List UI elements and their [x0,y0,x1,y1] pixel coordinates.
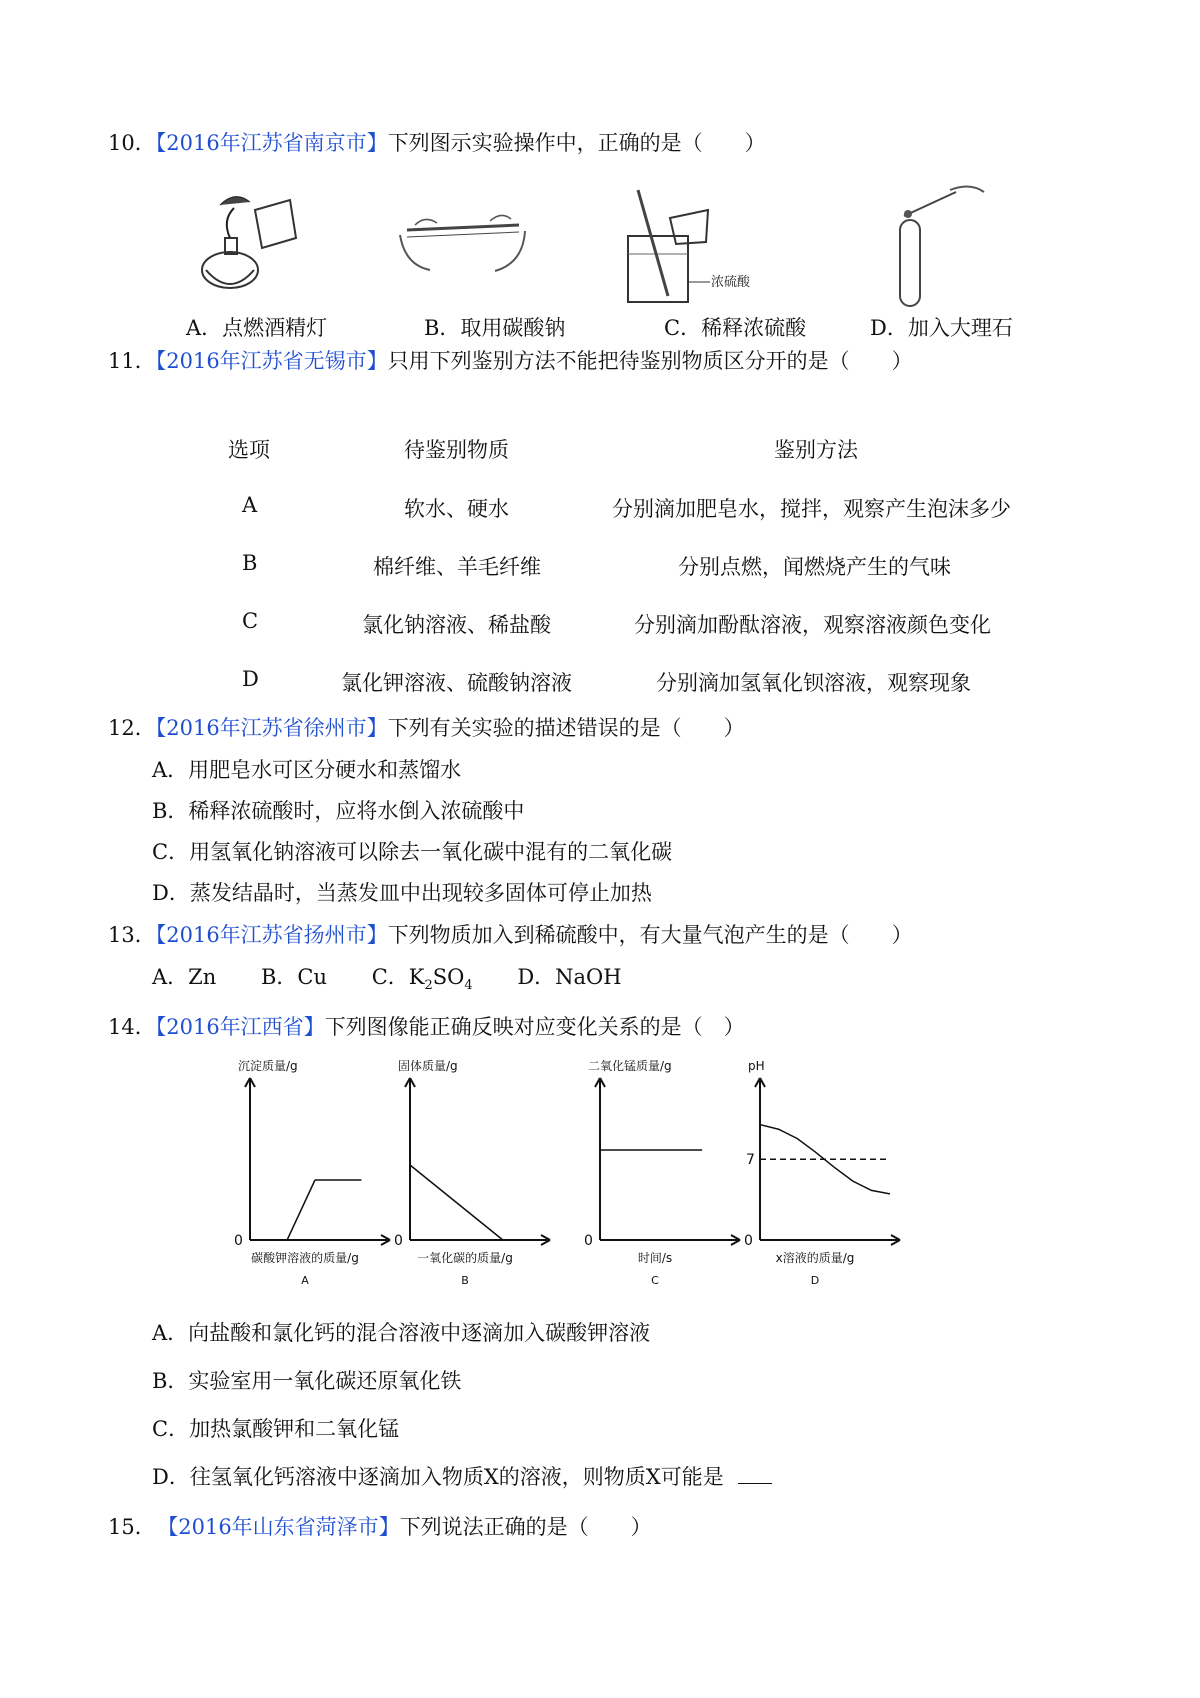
question-number: 12． [108,716,156,740]
origin-label: 0 [744,1233,753,1249]
table-header-method: 鉴别方法 [774,438,858,462]
q14-stem: 14．【2016年江西省】下列图像能正确反映对应变化关系的是（ ） [108,1015,745,1039]
question-text: 下列物质加入到稀硫酸中，有大量气泡产生的是（ ） [387,923,913,947]
option-b: B．Cu [260,965,328,989]
x-axis-label: x溶液的质量/g [775,1251,855,1265]
chart-A [234,1058,390,1287]
table-cell-option: B [242,551,258,575]
q13-stem: 13．【2016年江苏省扬州市】下列物质加入到稀硫酸中，有大量气泡产生的是（ ） [108,923,913,947]
question-text: 下列有关实验的描述错误的是（ ） [387,716,745,740]
origin-label: 0 [394,1233,403,1249]
question-text: 下列图像能正确反映对应变化关系的是（ ） [324,1015,745,1039]
y-axis-label: 固体质量/g [398,1059,458,1073]
question-source: 2016年江苏省无锡市 [166,349,367,373]
question-source: 2016年江苏省扬州市 [166,923,367,947]
question-source: 2016年江苏省南京市 [166,131,367,155]
option-a: A．Zn [152,965,217,989]
x-axis-label: 时间/s [637,1251,673,1265]
question-source: 2016年山东省菏泽市 [178,1515,379,1539]
panel-label: A [301,1274,309,1287]
origin-label: 0 [584,1233,593,1249]
table-header-option: 选项 [228,438,270,462]
table-cell-option: D [242,667,259,691]
y-axis-label: 沉淀质量/g [238,1059,298,1073]
question-number: 11． [108,349,156,373]
y-axis-label: pH [748,1059,765,1073]
option-d: D．蒸发结晶时，当蒸发皿中出现较多固体可停止加热 [152,881,652,905]
option-b: B．稀释浓硫酸时，应将水倒入浓硫酸中 [152,799,525,823]
question-text: 只用下列鉴别方法不能把待鉴别物质区分开的是（ ） [387,349,913,373]
option-c: C．用氢氧化钠溶液可以除去一氧化碳中混有的二氧化碳 [152,840,673,864]
question-text: 下列图示实验操作中，正确的是（ ） [387,131,766,155]
option-a: A．向盐酸和氯化钙的混合溶液中逐滴加入碳酸钾溶液 [152,1321,651,1345]
option-b: B．实验室用一氧化碳还原氧化铁 [152,1369,462,1393]
answer-blank[interactable] [738,1465,772,1484]
option-c: C．$K_2SO_4$ [371,965,473,994]
option-a: A．用肥皂水可区分硬水和蒸馏水 [152,758,462,782]
caption-c: C．稀释浓硫酸 [664,316,807,340]
q13-options [152,962,622,1001]
fig-alcohol-lamp [200,180,310,300]
reference-label: 7 [746,1152,755,1169]
x-axis-label: 碳酸钾溶液的质量/g [251,1251,359,1265]
origin-label: 0 [234,1233,243,1249]
series-line [250,1180,315,1240]
panel-label: B [461,1274,469,1287]
q10-stem: 10．【2016年江苏省南京市】下列图示实验操作中，正确的是（ ） [108,131,766,155]
chart-B [394,1058,550,1287]
question-number: 13． [108,923,156,947]
q11-stem: 11．【2016年江苏省无锡市】只用下列鉴别方法不能把待鉴别物质区分开的是（ ） [108,349,913,373]
fig-add-marble [880,180,1000,310]
series-line [410,1165,503,1240]
table-cell-method: 分别滴加氢氧化钡溶液，观察现象 [656,671,971,695]
table-cell-subject: 氯化钾溶液、硫酸钠溶液 [341,671,572,695]
table-cell-subject: 氯化钠溶液、稀盐酸 [362,613,551,637]
caption-a: A．点燃酒精灯 [186,316,328,340]
y-axis-label: 二氧化锰质量/g [588,1059,672,1073]
option-d: D．往氢氧化钙溶液中逐滴加入物质X的溶液，则物质X可能是 [152,1462,772,1492]
fig-dilute-acid [610,178,760,308]
table-cell-subject: 棉纤维、羊毛纤维 [373,555,541,579]
caption-b: B．取用碳酸钠 [424,316,566,340]
chart-D [744,1059,900,1287]
q12-stem: 12．【2016年江苏省徐州市】下列有关实验的描述错误的是（ ） [108,716,745,740]
table-cell-option: A [242,493,258,517]
caption-d: D．加入大理石 [870,316,1013,340]
table-cell-option: C [242,609,259,633]
table-cell-subject: 软水、硬水 [404,497,509,521]
option-c: C．加热氯酸钾和二氧化锰 [152,1417,400,1441]
question-number: 15． [108,1515,156,1539]
question-source: 2016年江西省 [166,1015,304,1039]
x-axis-label: 一氧化碳的质量/g [417,1251,513,1265]
table-cell-method: 分别滴加酚酞溶液，观察溶液颜色变化 [634,613,991,637]
option-d: D．NaOH [517,965,622,989]
table-cell-method: 分别点燃，闻燃烧产生的气味 [678,555,951,579]
question-number: 14． [108,1015,156,1039]
chart-C [584,1058,740,1287]
fig-take-sodium-carbonate [395,195,530,280]
q14-charts [230,1059,990,1300]
table-header-subject: 待鉴别物质 [404,438,509,462]
fig-label: 浓硫酸 [711,275,751,290]
question-text: 下列说法正确的是（ ） [399,1515,652,1539]
table-cell-method: 分别滴加肥皂水，搅拌，观察产生泡沫多少 [612,497,1011,521]
question-source: 2016年江苏省徐州市 [166,716,367,740]
question-number: 10． [108,131,156,155]
panel-label: C [651,1274,659,1287]
panel-label: D [810,1274,820,1287]
q15-stem: 15． 【2016年山东省菏泽市】下列说法正确的是（ ） [108,1515,652,1539]
